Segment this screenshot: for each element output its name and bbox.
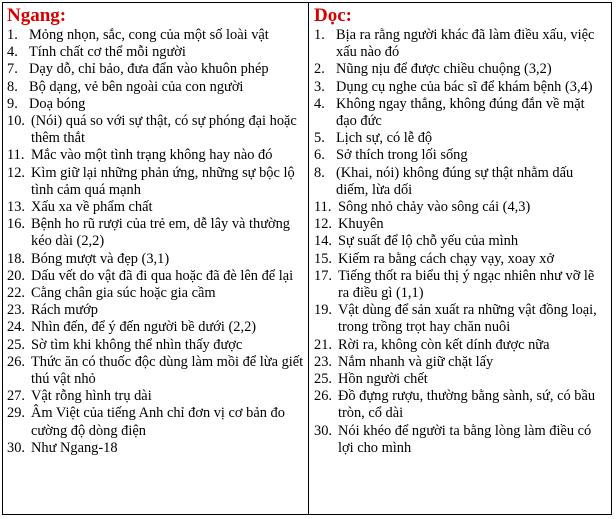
clue-number: 8. bbox=[7, 78, 18, 95]
clue-text: Nói khéo để người ta bằng lòng làm điều có lợi cho mình bbox=[338, 422, 592, 456]
clue-text: Mắc vào một tình trạng không hay nào đó bbox=[31, 147, 273, 164]
clue-number: 27. bbox=[7, 388, 25, 405]
clue-number: 17. bbox=[314, 267, 332, 284]
clue-text: Sở thích trong lối sống bbox=[336, 147, 468, 164]
clue-number: 20. bbox=[7, 267, 25, 284]
clue-text: Mỏng nhọn, sắc, cong của một số loài vật bbox=[29, 27, 269, 43]
down-clue bbox=[314, 388, 607, 422]
clue-text: Hồn người chết bbox=[338, 371, 428, 388]
across-clue bbox=[7, 199, 304, 216]
across-clue bbox=[7, 147, 304, 164]
clue-text: Vật rỗng hình trụ dài bbox=[31, 388, 152, 405]
clue-text: Tiếng thốt ra biểu thị ý ngạc nhiên như vỡ lẽ ra điều gì (1,1) bbox=[338, 267, 595, 302]
clue-number: 12. bbox=[314, 216, 332, 233]
clue-number: 12. bbox=[7, 164, 25, 181]
clue-number: 4. bbox=[7, 44, 18, 61]
clue-number: 22. bbox=[7, 285, 25, 302]
down-clue bbox=[314, 130, 607, 147]
across-clue bbox=[7, 61, 304, 78]
clue-number: 30. bbox=[314, 422, 332, 439]
clue-text: Sông nhỏ chảy vào sông cái (4,3) bbox=[338, 199, 531, 216]
across-clue bbox=[7, 388, 304, 405]
clue-text: Thức ăn có thuốc độc dùng làm mồi để lừa giết thú vật nhỏ bbox=[31, 353, 304, 388]
clue-text: Nắm nhanh và giữ chặt lấy bbox=[338, 353, 494, 370]
clue-text: Dấu vết do vật đã đi qua hoặc đã đè lên để lại bbox=[31, 267, 294, 284]
clue-number: 13. bbox=[7, 199, 25, 216]
down-clue bbox=[314, 337, 607, 354]
clue-number: 14. bbox=[314, 233, 332, 250]
across-clue bbox=[7, 440, 304, 457]
across-clue bbox=[7, 268, 304, 285]
clue-text: Doạ bóng bbox=[29, 95, 86, 112]
clue-text: Bệnh ho rũ rượi của trẻ em, dễ lây và thường kéo dài (2,2) bbox=[31, 216, 290, 250]
clue-number: 11. bbox=[7, 147, 25, 164]
clue-text: Khuyên bbox=[338, 216, 384, 233]
clue-text: Âm Việt của tiếng Anh chỉ đơn vị cơ bản đo cường độ dòng điện bbox=[31, 405, 285, 439]
clue-text: Xấu xa về phẩm chất bbox=[31, 199, 153, 216]
clue-text: Dạy dỗ, chỉ bảo, đưa đẩn vào khuôn phép bbox=[29, 61, 269, 78]
clue-text: Dụng cụ nghe của bác sĩ để khám bệnh (3,4) bbox=[336, 78, 593, 95]
clue-text: Nhìn đến, để ý đến người bề dưới (2,2) bbox=[31, 319, 257, 336]
down-heading: Dọc: bbox=[314, 5, 352, 26]
clue-number: 10. bbox=[7, 113, 25, 130]
clue-text: Tính chất cơ thể mỗi người bbox=[29, 44, 186, 61]
down-clue-list bbox=[314, 27, 607, 457]
across-clue bbox=[7, 96, 304, 113]
clue-number: 25. bbox=[7, 336, 25, 353]
down-clue bbox=[314, 302, 607, 336]
across-clue bbox=[7, 113, 304, 147]
clue-number: 24. bbox=[7, 319, 25, 336]
clue-text: Bộ dạng, vẻ bên ngoài của con người bbox=[29, 78, 244, 95]
across-column bbox=[3, 3, 309, 514]
clue-number: 15. bbox=[314, 250, 332, 267]
clue-text: Kìm giữ lại những phản ứng, những sự bộc lộ tình cảm quá mạnh bbox=[31, 164, 295, 198]
crossword-clue-table bbox=[2, 2, 612, 515]
clue-text: (Nói) quá so với sự thật, có sự phóng đại hoặc thêm thắt bbox=[31, 113, 297, 147]
clue-number: 26. bbox=[314, 388, 332, 405]
across-heading: Ngang: bbox=[7, 5, 67, 26]
across-clue bbox=[7, 251, 304, 268]
clue-number: 29. bbox=[7, 405, 25, 422]
clue-text: Sự suất để lộ chỗ yếu của mình bbox=[338, 233, 519, 250]
clue-number: 1. bbox=[7, 27, 18, 43]
clue-number: 11. bbox=[314, 199, 332, 216]
clue-text: Sờ tìm khi không thể nhìn thấy được bbox=[31, 336, 243, 353]
across-clue bbox=[7, 337, 304, 354]
clue-number: 26. bbox=[7, 353, 25, 370]
across-clue-list bbox=[7, 27, 304, 457]
clue-number: 2. bbox=[314, 61, 325, 78]
down-clue bbox=[314, 251, 607, 268]
clue-number: 6. bbox=[314, 147, 325, 164]
clue-number: 7. bbox=[7, 61, 18, 78]
clue-text: Bóng mượt và đẹp (3,1) bbox=[31, 250, 170, 267]
across-clue bbox=[7, 27, 304, 44]
across-clue bbox=[7, 44, 304, 61]
clue-number: 16. bbox=[7, 216, 25, 233]
clue-number: 1. bbox=[314, 27, 325, 43]
down-clue bbox=[314, 371, 607, 388]
clue-number: 23. bbox=[7, 302, 25, 319]
down-column bbox=[309, 3, 611, 514]
clue-number: 23. bbox=[314, 353, 332, 370]
clue-number: 30. bbox=[7, 439, 25, 456]
clue-text: Vật dùng để sản xuất ra những vật đồng loại, trong trồng trọt hay chăn nuôi bbox=[338, 302, 597, 336]
clue-text: Nũng nịu để được chiều chuộng (3,2) bbox=[336, 61, 552, 78]
clue-text: Không ngay thẳng, không đúng đắn về mặt đạo đức bbox=[336, 95, 585, 130]
clue-number: 25. bbox=[314, 371, 332, 388]
down-clue bbox=[314, 233, 607, 250]
across-clue bbox=[7, 354, 304, 388]
down-clue bbox=[314, 216, 607, 233]
across-clue bbox=[7, 405, 304, 439]
down-clue bbox=[314, 354, 607, 371]
down-clue bbox=[314, 199, 607, 216]
clue-number: 5. bbox=[314, 130, 325, 147]
clue-text: Rời ra, không còn kết dính được nữa bbox=[338, 336, 550, 353]
clue-text: Đồ đựng rượu, thường bằng sành, sứ, có bầu tròn, cổ dài bbox=[338, 388, 596, 422]
clue-text: Bịa ra rằng người khác đã làm điều xấu, việc xấu nào đó bbox=[336, 27, 595, 61]
down-clue bbox=[314, 165, 607, 199]
down-clue bbox=[314, 61, 607, 78]
clue-number: 3. bbox=[314, 78, 325, 95]
across-clue bbox=[7, 79, 304, 96]
clue-number: 18. bbox=[7, 250, 25, 267]
clue-number: 19. bbox=[314, 302, 332, 319]
down-clue bbox=[314, 96, 607, 130]
clue-text: (Khai, nói) không đúng sự thật nhằm dấu diếm, lừa dối bbox=[336, 164, 574, 198]
clue-number: 9. bbox=[7, 95, 18, 112]
clue-number: 8. bbox=[314, 164, 325, 181]
clue-number: 21. bbox=[314, 336, 332, 353]
clue-number: 4. bbox=[314, 95, 325, 112]
clue-text: Cằng chân gia súc hoặc gia cầm bbox=[31, 285, 216, 302]
across-clue bbox=[7, 285, 304, 302]
clue-text: Như Ngang-18 bbox=[31, 439, 118, 456]
across-clue bbox=[7, 216, 304, 250]
clue-text: Lịch sự, có lễ độ bbox=[336, 130, 433, 147]
down-clue bbox=[314, 268, 607, 302]
across-clue bbox=[7, 302, 304, 319]
down-clue bbox=[314, 27, 607, 61]
down-clue bbox=[314, 423, 607, 457]
across-clue bbox=[7, 165, 304, 199]
down-clue bbox=[314, 147, 607, 164]
across-clue bbox=[7, 319, 304, 336]
clue-text: Kiếm ra bằng cách chạy vạy, xoay xở bbox=[338, 250, 555, 267]
down-clue bbox=[314, 79, 607, 96]
clue-text: Rách mướp bbox=[31, 302, 98, 319]
